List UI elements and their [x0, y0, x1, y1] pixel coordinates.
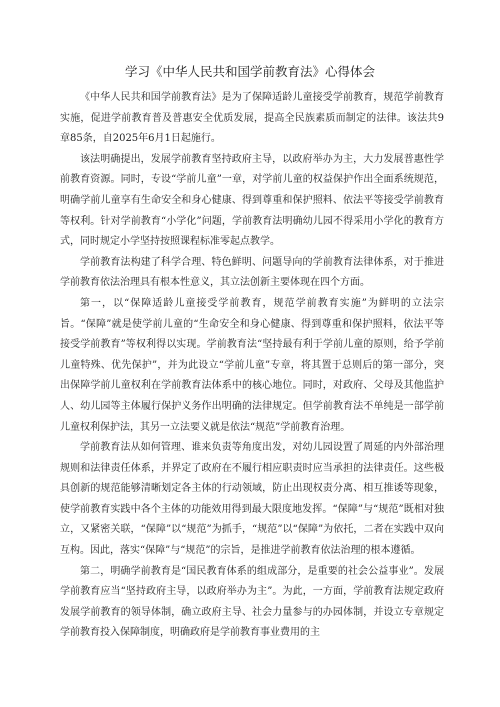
paragraph: 该法明确提出，发展学前教育坚持政府主导，以政府举办为主，大力发展普惠性学前教育资源。同时，专设“学前儿童”一章，对学前儿童的权益保护作出全面系统规范，明确学前儿童享有生命安全和身心健康、得到尊重和保护照料、依法平等接受学前教育等权利。针对学前教育“小学化”问题，学前教育法明确幼儿园不得采用小学化的教育方式，同时规定小学坚持按照课程标准零起点教学。	[60, 153, 444, 248]
paragraph: 学前教育法从如何管理、谁来负责等角度出发，对幼儿园设置了周延的内外部治理规则和法律责任体系，并界定了政府在不履行相应职责时应当承担的法律责任。这些极具创新的规范能够清晰划定各主体的行动领域，防止出现权责分离、相互推诿等现象，使学前教育实践中各个主体的功能效用得到最大限度地发挥。“保障”与“规范”既相对独立，又紧密关联，“保障”以“规范”为抓手，“规范”以“保障”为依托，二者在实践中双向互构。因此，落实“保障”与“规范”的宗旨，是推进学前教育依法治理的根本遵循。	[60, 442, 444, 557]
document-body	[60, 88, 444, 644]
paragraph: 第一，以“保障适龄儿童接受学前教育，规范学前教育实施”为鲜明的立法宗旨。“保障”就是使学前儿童的“生命安全和身心健康、得到尊重和保护照料，依法平等接受学前教育”等权利得以实现。学前教育法“坚持最有利于学前儿童的原则，给予学前儿童特殊、优先保护”，并为此设立“学前儿童”专章，将其置于总则后的第一部分，突出保障学前儿童权利在学前教育法体系中的核心地位。同时，对政府、父母及其他监护人、幼儿园等主体履行保护义务作出明确的法律规定。但学前教育法不单纯是一部学前儿童权利保护法，其另一立法要义就是依法“规范”学前教育治理。	[60, 297, 444, 433]
document-title: 学习《中华人民共和国学前教育法》心得体会	[124, 64, 375, 79]
paragraph: 《中华人民共和国学前教育法》是为了保障适龄儿童接受学前教育，规范学前教育实施，促进学前教育普及普惠安全优质发展，提高全民族素质而制定的法律。该法共9章85条，自2025年6月1日起施行。	[60, 92, 444, 145]
paragraph: 学前教育法构建了科学合理、特色鲜明、问题导向的学前教育法律体系，对于推进学前教育依法治理具有根本性意义，其立法创新主要体现在四个方面。	[60, 256, 444, 289]
paragraph: 第二，明确学前教育是“国民教育体系的组成部分，是重要的社会公益事业”。发展学前教育应当“坚持政府主导，以政府举办为主”。为此，一方面，学前教育法规定政府发展学前教育的领导体制，确立政府主导、社会力量参与的办园体制，并设立专章规定学前教育投入保障制度，明确政府是学前教育事业费用的主	[60, 565, 444, 639]
